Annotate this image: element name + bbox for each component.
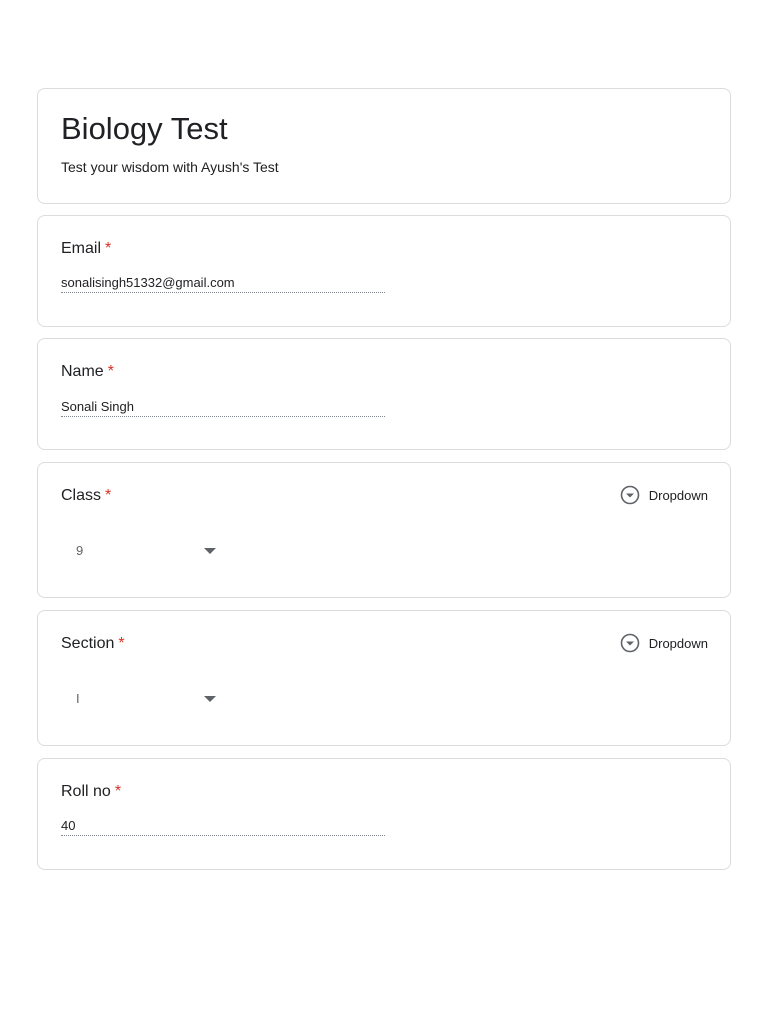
question-title-email xyxy=(61,240,111,258)
required-asterisk: * xyxy=(118,635,125,652)
caret-down-icon xyxy=(204,696,216,702)
roll-no-field[interactable]: 40 xyxy=(61,818,385,836)
question-title-roll-no xyxy=(61,783,121,801)
question-title-class xyxy=(61,487,111,505)
dropdown-circle-icon xyxy=(620,633,640,653)
class-select[interactable] xyxy=(76,543,216,558)
required-asterisk: * xyxy=(107,363,114,380)
question-card-name xyxy=(37,338,731,450)
dropdown-circle-icon xyxy=(620,485,640,505)
question-type-label: Dropdown xyxy=(648,487,708,503)
form-description: Test your wisdom with Ayush's Test xyxy=(61,159,279,175)
question-title-name xyxy=(61,363,114,381)
caret-down-icon xyxy=(204,548,216,554)
question-card-class xyxy=(37,462,731,598)
question-card-roll-no xyxy=(37,758,731,870)
required-asterisk: * xyxy=(105,240,112,257)
name-field[interactable]: Sonali Singh xyxy=(61,399,385,417)
question-label: Name xyxy=(61,363,104,380)
question-label: Email xyxy=(61,240,102,257)
email-field[interactable]: sonalisingh51332@gmail.com xyxy=(61,275,385,293)
required-asterisk: * xyxy=(114,783,122,800)
question-title-section xyxy=(61,635,125,653)
section-select[interactable] xyxy=(76,691,216,706)
form-title: Biology Test xyxy=(61,111,228,146)
question-card-section xyxy=(37,610,731,746)
question-label: Class xyxy=(61,487,102,504)
form-header-card xyxy=(37,88,731,204)
question-type-label: Dropdown xyxy=(648,635,708,651)
class-selected-value: 9 xyxy=(76,543,84,558)
question-type-badge xyxy=(620,485,708,505)
required-asterisk: * xyxy=(105,487,112,504)
question-label: Section xyxy=(61,635,115,652)
question-label: Roll no xyxy=(61,783,111,800)
section-selected-value: I xyxy=(76,691,80,706)
question-card-email xyxy=(37,215,731,327)
question-type-badge xyxy=(620,633,708,653)
